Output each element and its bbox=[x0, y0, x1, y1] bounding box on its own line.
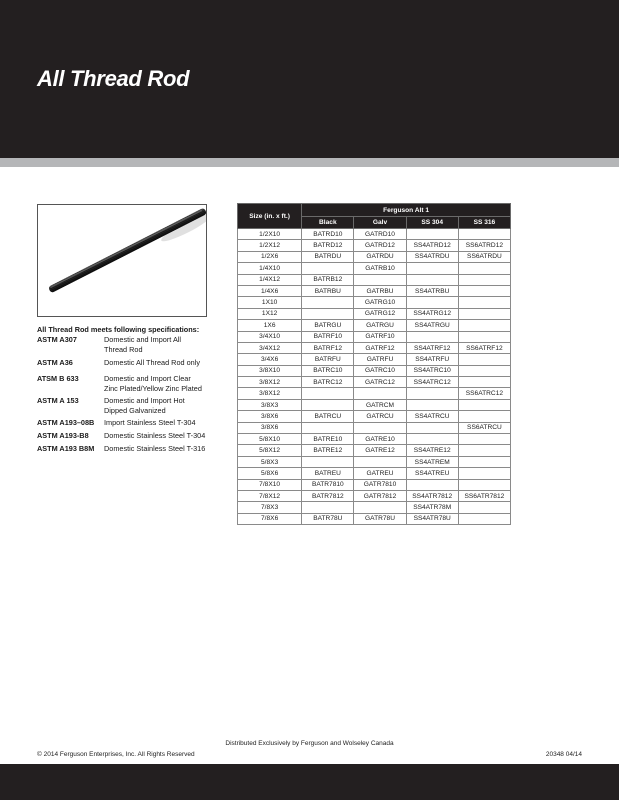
part-number-cell bbox=[458, 365, 510, 376]
spec-standard: ATSM B 633 bbox=[37, 374, 79, 383]
spec-line: Dipped Galvanized bbox=[104, 406, 166, 415]
part-number-cell bbox=[458, 263, 510, 274]
table-row bbox=[238, 354, 511, 365]
table-row bbox=[238, 479, 511, 490]
table-row bbox=[238, 388, 511, 399]
part-number-cell: GATRE10 bbox=[354, 434, 406, 445]
spec-line: Domestic and Import Hot bbox=[104, 396, 185, 405]
part-number-cell bbox=[302, 399, 354, 410]
part-number-cell: GATRGU bbox=[354, 320, 406, 331]
part-number-cell bbox=[354, 502, 406, 513]
size-cell: 3/8X6 bbox=[238, 422, 302, 433]
table-row bbox=[238, 411, 511, 422]
part-number-cell bbox=[406, 297, 458, 308]
spec-row bbox=[37, 431, 227, 441]
size-header: Size (in. x ft.) bbox=[238, 204, 302, 229]
part-number-cell bbox=[302, 297, 354, 308]
table-row bbox=[238, 240, 511, 251]
size-cell: 7/8X12 bbox=[238, 490, 302, 501]
size-cell: 3/8X10 bbox=[238, 365, 302, 376]
table-row bbox=[238, 285, 511, 296]
part-number-cell bbox=[458, 331, 510, 342]
part-number-cell: BATRD12 bbox=[302, 240, 354, 251]
spec-line: Zinc Plated/Yellow Zinc Plated bbox=[104, 384, 202, 393]
spec-description bbox=[104, 374, 227, 394]
size-cell: 3/8X12 bbox=[238, 377, 302, 388]
spec-row bbox=[37, 444, 227, 454]
table-row bbox=[238, 399, 511, 410]
part-number-cell: BATRDU bbox=[302, 251, 354, 262]
part-number-cell: BATR7810 bbox=[302, 479, 354, 490]
size-cell: 5/8X6 bbox=[238, 468, 302, 479]
spec-standard: ASTM A193-B8 bbox=[37, 431, 89, 440]
part-number-cell bbox=[458, 297, 510, 308]
size-cell: 1X10 bbox=[238, 297, 302, 308]
size-cell: 5/8X10 bbox=[238, 434, 302, 445]
size-cell: 3/8X3 bbox=[238, 399, 302, 410]
part-number-cell: GATR78U bbox=[354, 513, 406, 524]
spec-line: Domestic and Import Clear bbox=[104, 374, 191, 383]
part-number-cell bbox=[406, 434, 458, 445]
part-number-cell: SS4ATR78M bbox=[406, 502, 458, 513]
part-number-cell: GATRG10 bbox=[354, 297, 406, 308]
part-number-cell: GATRE12 bbox=[354, 445, 406, 456]
part-number-cell bbox=[302, 388, 354, 399]
table-row bbox=[238, 365, 511, 376]
part-number-cell bbox=[302, 308, 354, 319]
spec-row bbox=[37, 374, 227, 394]
table-row bbox=[238, 331, 511, 342]
part-number-cell bbox=[458, 354, 510, 365]
part-number-cell bbox=[406, 263, 458, 274]
part-number-cell: GATRD12 bbox=[354, 240, 406, 251]
size-cell: 5/8X3 bbox=[238, 456, 302, 467]
spec-row bbox=[37, 418, 227, 428]
size-cell: 3/8X6 bbox=[238, 411, 302, 422]
spec-line: Domestic All Thread Rod only bbox=[104, 358, 200, 367]
part-number-cell: SS4ATRCU bbox=[406, 411, 458, 422]
part-number-cell bbox=[458, 274, 510, 285]
spec-line: Domestic Stainless Steel T-316 bbox=[104, 444, 206, 453]
part-number-cell bbox=[406, 388, 458, 399]
size-cell: 1X6 bbox=[238, 320, 302, 331]
part-number-cell: GATRB10 bbox=[354, 263, 406, 274]
part-number-cell bbox=[406, 422, 458, 433]
part-number-cell: SS4ATRBU bbox=[406, 285, 458, 296]
document-number: 20348 04/14 bbox=[545, 751, 582, 758]
part-number-cell bbox=[302, 422, 354, 433]
size-cell: 1/2X6 bbox=[238, 251, 302, 262]
table-row bbox=[238, 263, 511, 274]
size-cell: 3/4X6 bbox=[238, 354, 302, 365]
spec-description bbox=[104, 335, 227, 355]
part-number-cell bbox=[458, 399, 510, 410]
table-row bbox=[238, 229, 511, 240]
spec-line: Thread Rod bbox=[104, 345, 143, 354]
part-number-cell: SS6ATRD12 bbox=[458, 240, 510, 251]
part-number-cell: SS4ATRFU bbox=[406, 354, 458, 365]
spec-row bbox=[37, 396, 227, 416]
column-header-galv: Galv bbox=[354, 217, 406, 229]
part-number-cell bbox=[458, 445, 510, 456]
part-number-cell bbox=[458, 502, 510, 513]
part-number-cell: BATRFU bbox=[302, 354, 354, 365]
table-row bbox=[238, 274, 511, 285]
header-rule bbox=[0, 158, 619, 167]
product-photo bbox=[37, 204, 207, 317]
copyright: © 2014 Ferguson Enterprises, Inc. All Rights Reserved bbox=[37, 751, 195, 758]
part-number-cell: SS4ATR78U bbox=[406, 513, 458, 524]
header-band bbox=[0, 0, 619, 158]
table-row bbox=[238, 342, 511, 353]
table-row bbox=[238, 468, 511, 479]
part-number-cell: SS6ATRF12 bbox=[458, 342, 510, 353]
part-number-cell: GATR7812 bbox=[354, 490, 406, 501]
part-number-cell: BATRC12 bbox=[302, 377, 354, 388]
part-number-cell: BATRBU bbox=[302, 285, 354, 296]
footer-band bbox=[0, 764, 619, 800]
part-number-cell bbox=[406, 229, 458, 240]
spec-row bbox=[37, 335, 227, 355]
part-number-cell: SS4ATRDU bbox=[406, 251, 458, 262]
part-number-cell: BATRE10 bbox=[302, 434, 354, 445]
part-number-cell: SS4ATREU bbox=[406, 468, 458, 479]
part-number-cell: SS4ATREM bbox=[406, 456, 458, 467]
part-number-cell bbox=[406, 331, 458, 342]
part-number-cell bbox=[458, 434, 510, 445]
specifications bbox=[37, 325, 227, 454]
spec-description bbox=[104, 431, 227, 441]
part-number-cell: GATRC12 bbox=[354, 377, 406, 388]
spec-line: Import Stainless Steel T-304 bbox=[104, 418, 196, 427]
size-cell: 7/8X3 bbox=[238, 502, 302, 513]
part-number-cell: SS6ATRC12 bbox=[458, 388, 510, 399]
part-number-cell: GATRCM bbox=[354, 399, 406, 410]
part-number-cell: GATRFU bbox=[354, 354, 406, 365]
page-title: All Thread Rod bbox=[37, 66, 190, 91]
part-number-cell bbox=[406, 479, 458, 490]
part-number-cell: BATRF10 bbox=[302, 331, 354, 342]
size-cell: 3/8X12 bbox=[238, 388, 302, 399]
spec-standard: ASTM A307 bbox=[37, 335, 77, 344]
table-row bbox=[238, 513, 511, 524]
part-number-cell: SS4ATRG12 bbox=[406, 308, 458, 319]
table-row bbox=[238, 320, 511, 331]
part-number-cell: GATRC10 bbox=[354, 365, 406, 376]
size-cell: 1/4X6 bbox=[238, 285, 302, 296]
spec-line: Domestic Stainless Steel T-304 bbox=[104, 431, 206, 440]
part-number-cell: GATRF12 bbox=[354, 342, 406, 353]
table-row bbox=[238, 434, 511, 445]
part-number-cell: SS4ATRGU bbox=[406, 320, 458, 331]
part-number-cell bbox=[354, 274, 406, 285]
size-cell: 7/8X10 bbox=[238, 479, 302, 490]
part-number-cell bbox=[458, 320, 510, 331]
size-cell: 7/8X6 bbox=[238, 513, 302, 524]
spec-standard: ASTM A 153 bbox=[37, 396, 79, 405]
part-number-cell: BATR7812 bbox=[302, 490, 354, 501]
part-number-cell bbox=[302, 456, 354, 467]
table-row bbox=[238, 297, 511, 308]
size-cell: 1/2X10 bbox=[238, 229, 302, 240]
column-header-black: Black bbox=[302, 217, 354, 229]
part-number-cell: BATRE12 bbox=[302, 445, 354, 456]
part-number-cell bbox=[458, 479, 510, 490]
part-number-cell: SS4ATRF12 bbox=[406, 342, 458, 353]
part-number-cell: SS6ATRDU bbox=[458, 251, 510, 262]
specs-heading: All Thread Rod meets following specifications: bbox=[37, 325, 200, 334]
part-number-cell bbox=[458, 513, 510, 524]
group-header: Ferguson Alt 1 bbox=[302, 204, 511, 217]
spec-description bbox=[104, 444, 227, 454]
part-number-cell bbox=[458, 308, 510, 319]
part-number-cell: BATRC10 bbox=[302, 365, 354, 376]
size-cell: 5/8X12 bbox=[238, 445, 302, 456]
part-number-cell: BATRGU bbox=[302, 320, 354, 331]
part-number-cell bbox=[406, 399, 458, 410]
part-number-cell: GATRG12 bbox=[354, 308, 406, 319]
part-number-cell: GATRCU bbox=[354, 411, 406, 422]
part-number-cell: SS4ATRC12 bbox=[406, 377, 458, 388]
size-cell: 1/2X12 bbox=[238, 240, 302, 251]
spec-standard: ASTM A193–08B bbox=[37, 418, 95, 427]
table-body bbox=[238, 229, 511, 525]
part-number-cell: SS4ATRE12 bbox=[406, 445, 458, 456]
part-number-cell: SS6ATRCU bbox=[458, 422, 510, 433]
spec-description bbox=[104, 396, 227, 416]
part-number-cell bbox=[406, 274, 458, 285]
spec-standard: ASTM A193 B8M bbox=[37, 444, 95, 453]
part-number-cell bbox=[302, 502, 354, 513]
part-number-cell bbox=[458, 377, 510, 388]
table-row bbox=[238, 251, 511, 262]
size-cell: 3/4X10 bbox=[238, 331, 302, 342]
part-number-cell: GATRF10 bbox=[354, 331, 406, 342]
table-row bbox=[238, 422, 511, 433]
spec-description bbox=[104, 418, 227, 428]
spec-description bbox=[104, 358, 227, 368]
part-number-cell bbox=[354, 388, 406, 399]
part-number-cell bbox=[458, 456, 510, 467]
part-number-cell: SS6ATR7812 bbox=[458, 490, 510, 501]
column-header-ss304: SS 304 bbox=[406, 217, 458, 229]
part-number-cell: SS4ATRD12 bbox=[406, 240, 458, 251]
part-number-cell bbox=[458, 229, 510, 240]
part-number-cell: BATRD10 bbox=[302, 229, 354, 240]
size-cell: 1/4X12 bbox=[238, 274, 302, 285]
part-number-cell bbox=[458, 285, 510, 296]
part-number-cell bbox=[302, 263, 354, 274]
thread-rod-image bbox=[38, 205, 207, 317]
part-number-cell: BATR78U bbox=[302, 513, 354, 524]
spec-standard: ASTM A36 bbox=[37, 358, 73, 367]
part-number-cell: GATREU bbox=[354, 468, 406, 479]
part-number-cell bbox=[458, 411, 510, 422]
table-row bbox=[238, 308, 511, 319]
part-number-cell: GATRDU bbox=[354, 251, 406, 262]
part-number-cell bbox=[354, 422, 406, 433]
part-number-cell: SS4ATRC10 bbox=[406, 365, 458, 376]
part-number-cell: BATRB12 bbox=[302, 274, 354, 285]
part-number-cell: GATRD10 bbox=[354, 229, 406, 240]
table-row bbox=[238, 490, 511, 501]
part-number-cell: BATRCU bbox=[302, 411, 354, 422]
column-header-ss316: SS 316 bbox=[458, 217, 510, 229]
size-cell: 3/4X12 bbox=[238, 342, 302, 353]
distribution-note: Distributed Exclusively by Ferguson and Wolseley Canada bbox=[225, 740, 394, 747]
spec-line: Domestic and Import All bbox=[104, 335, 182, 344]
part-number-cell: BATRF12 bbox=[302, 342, 354, 353]
table-row bbox=[238, 377, 511, 388]
table-row bbox=[238, 445, 511, 456]
part-number-cell bbox=[458, 468, 510, 479]
size-cell: 1X12 bbox=[238, 308, 302, 319]
part-number-cell: GATRBU bbox=[354, 285, 406, 296]
product-table bbox=[237, 203, 511, 525]
part-number-cell: SS4ATR7812 bbox=[406, 490, 458, 501]
part-number-cell: BATREU bbox=[302, 468, 354, 479]
part-number-cell bbox=[354, 456, 406, 467]
part-number-cell: GATR7810 bbox=[354, 479, 406, 490]
spec-row bbox=[37, 358, 227, 368]
table-row bbox=[238, 456, 511, 467]
size-cell: 1/4X10 bbox=[238, 263, 302, 274]
table-row bbox=[238, 502, 511, 513]
